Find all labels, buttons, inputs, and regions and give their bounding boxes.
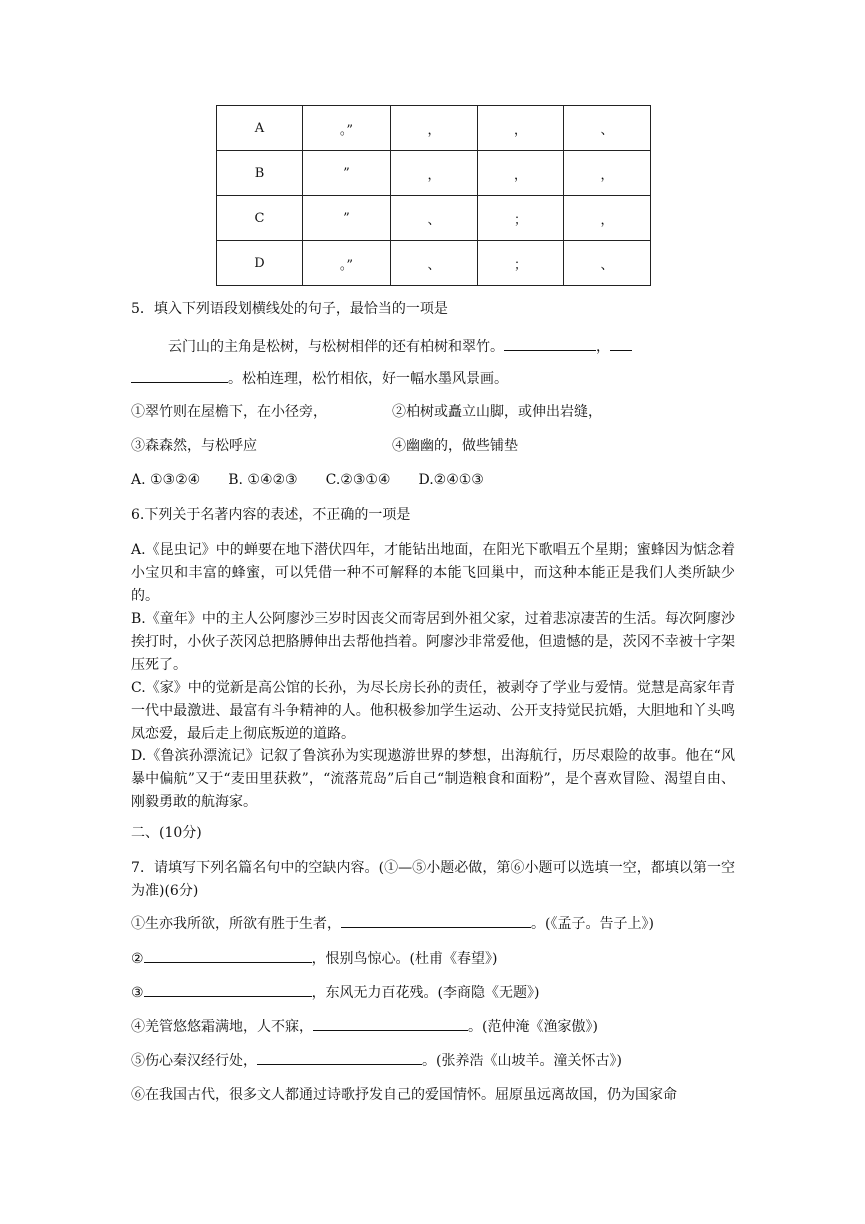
- q7-item-3-num: ③: [131, 985, 144, 1001]
- q5-title: 5．填入下列语段划横线处的句子，最恰当的一项是: [131, 301, 448, 317]
- q5-blank-2-cont[interactable]: [131, 368, 228, 383]
- punctuation-cell: 、: [391, 241, 478, 286]
- q7-item-5: [131, 1050, 741, 1072]
- option-label-cell: A: [217, 106, 303, 151]
- q7-item-1: [131, 913, 741, 935]
- punctuation-cell: 、: [564, 241, 651, 286]
- q7-item-5-source: 。(张养浩《山坡羊。潼关怀古》): [422, 1053, 622, 1069]
- q7-blank-4[interactable]: [313, 1016, 468, 1031]
- q7-title: 7．请填写下列名篇名句中的空缺内容。(①—⑤小题必做，第⑥小题可以选填一空，都填以第一空为准)(6分): [131, 860, 735, 899]
- q7-item-2: [131, 948, 741, 970]
- q6-option-c: C.《家》中的觉新是高公馆的长孙，为尽长房长孙的责任，被剥夺了学业与爱情。觉慧是高家年青一代中最激进、最富有斗争精神的人。他积极参加学生运动、公开支持觉民抗婚，大胆地和丫头鸣凤恋爱，最后走上彻底叛逆的道路。: [131, 680, 735, 742]
- punctuation-cell: 。”: [303, 106, 391, 151]
- q5-comma: ，: [596, 339, 610, 355]
- option-label-cell: B: [217, 151, 303, 196]
- q7-item-1-source: 。(《孟子。告子上》): [531, 916, 654, 932]
- q5-options-row2: [131, 435, 741, 457]
- q5-blank-1[interactable]: [504, 336, 596, 351]
- q5-option-3: ③森森然，与松呼应: [131, 438, 257, 454]
- q7-blank-3[interactable]: [144, 982, 312, 997]
- punctuation-cell: ，: [564, 151, 651, 196]
- q7-item-3-text: ，东风无力百花残。(李商隐《无题》): [311, 985, 540, 1001]
- q7-item-4: [131, 1016, 741, 1038]
- punctuation-cell: ；: [478, 241, 564, 286]
- q7-item-2-num: ②: [131, 951, 144, 967]
- punctuation-cell: 、: [564, 106, 651, 151]
- q5-passage-start: 云门山的主角是松树，与松树相伴的还有柏树和翠竹。: [168, 339, 504, 355]
- q7-item-4-source: 。(范仲淹《渔家傲》): [468, 1019, 598, 1035]
- section-2-heading: 二、(10分): [131, 825, 202, 841]
- punctuation-cell: 、: [391, 196, 478, 241]
- q5-passage-end: 。松柏连理，松竹相依，好一幅水墨风景画。: [228, 371, 508, 387]
- q7-blank-5[interactable]: [257, 1050, 422, 1065]
- punctuation-options-table: [216, 105, 651, 286]
- q5-blank-2[interactable]: [610, 336, 632, 351]
- table-row: [217, 151, 651, 196]
- q7-item-1-text: ①生亦我所欲，所欲有胜于生者，: [131, 916, 341, 932]
- punctuation-cell: ，: [391, 151, 478, 196]
- q7-item-3: [131, 982, 741, 1004]
- q5-option-2: ②柏树或矗立山脚，或伸出岩缝，: [392, 404, 602, 420]
- punctuation-cell: ”: [303, 196, 391, 241]
- q6-option-b: B.《童年》中的主人公阿廖沙三岁时因丧父而寄居到外祖父家，过着悲凉凄苦的生活。每次阿廖沙挨打时，小伙子茨冈总把胳膊伸出去帮他挡着。阿廖沙非常爱他，但遗憾的是，茨冈不幸被十字架压死了。: [131, 611, 735, 673]
- q5-answer-choices: A. ①③②④ B. ①④②③ C.②③①④ D.②④①③: [131, 472, 484, 488]
- q5-option-1: ①翠竹则在屋檐下，在小径旁，: [131, 404, 327, 420]
- punctuation-cell: ，: [391, 106, 478, 151]
- option-label-cell: C: [217, 196, 303, 241]
- punctuation-cell: ”: [303, 151, 391, 196]
- q7-item-4-text: ④羌管悠悠霜满地，人不寐，: [131, 1019, 313, 1035]
- q5-passage-line2: [131, 368, 741, 390]
- option-label-cell: D: [217, 241, 303, 286]
- q5-options-row1: [131, 401, 741, 423]
- table-row: [217, 106, 651, 151]
- punctuation-cell: ，: [564, 196, 651, 241]
- punctuation-cell: ；: [478, 196, 564, 241]
- table-row: [217, 196, 651, 241]
- q6-title: 6.下列关于名著内容的表述，不正确的一项是: [131, 507, 411, 523]
- q7-item-6: ⑥在我国古代，很多文人都通过诗歌抒发自己的爱国情怀。屈原虽远离故国，仍为国家命: [131, 1087, 677, 1103]
- q6-option-a: A.《昆虫记》中的蝉要在地下潜伏四年，才能钻出地面，在阳光下歌唱五个星期；蜜蜂因为惦念着小宝贝和丰富的蜂蜜，可以凭借一种不可解释的本能飞回巢中，而这种本能正是我们人类所缺少的。: [131, 542, 735, 604]
- q7-item-2-text: ，恨别鸟惊心。(杜甫《春望》): [311, 951, 498, 967]
- q7-blank-1[interactable]: [341, 913, 531, 928]
- q7-blank-2[interactable]: [144, 948, 312, 963]
- punctuation-cell: ，: [478, 151, 564, 196]
- punctuation-cell: ，: [478, 106, 564, 151]
- q5-option-4: ④幽幽的，做些铺垫: [392, 438, 518, 454]
- q5-passage-line1: [168, 336, 748, 358]
- table-row: [217, 241, 651, 286]
- punctuation-cell: 。”: [303, 241, 391, 286]
- q6-option-d: D.《鲁滨孙漂流记》记叙了鲁滨孙为实现遨游世界的梦想，出海航行，历尽艰险的故事。他在“风暴中偏航”又于“麦田里获救”，“流落荒岛”后自己“制造粮食和面粉”，是个喜欢冒险、渴望自由、刚毅勇敢的航海家。: [131, 748, 735, 810]
- q7-item-5-text: ⑤伤心秦汉经行处，: [131, 1053, 257, 1069]
